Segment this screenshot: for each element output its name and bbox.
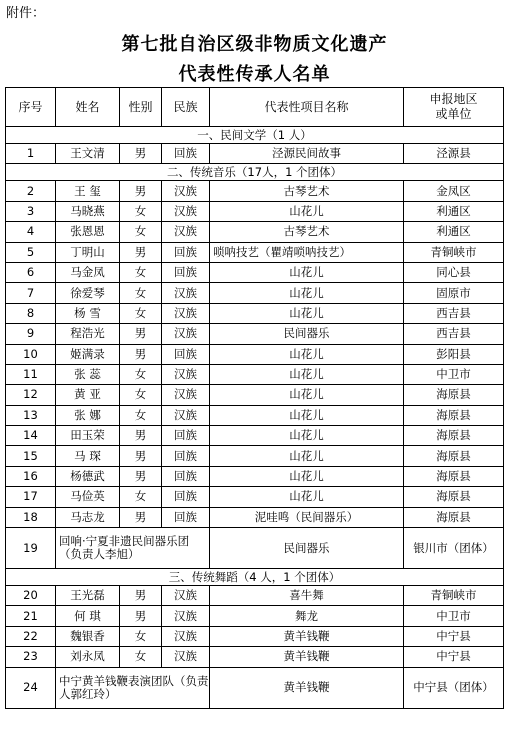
cell-gender: 女 bbox=[120, 222, 162, 242]
cell-name: 徐爱琴 bbox=[56, 283, 120, 303]
cell-project: 山花儿 bbox=[210, 487, 404, 507]
cell-gender: 女 bbox=[120, 364, 162, 384]
cell-gender: 男 bbox=[120, 324, 162, 344]
cell-region: 海原县 bbox=[404, 507, 504, 527]
cell-project: 泾源民间故事 bbox=[210, 144, 404, 164]
cell-project: 山花儿 bbox=[210, 405, 404, 425]
table-row bbox=[6, 487, 504, 507]
cell-region: 海原县 bbox=[404, 466, 504, 486]
cell-ethnicity: 汉族 bbox=[162, 201, 210, 221]
attachment-label: 附件： bbox=[6, 6, 46, 21]
cell-no: 19 bbox=[6, 528, 56, 569]
cell-no: 5 bbox=[6, 242, 56, 262]
cell-name: 王文清 bbox=[56, 144, 120, 164]
document-subtitle: 代表性传承人名单 bbox=[178, 64, 331, 85]
cell-project: 黄羊钱鞭 bbox=[210, 647, 404, 667]
table-row bbox=[6, 647, 504, 667]
section-title: 三、传统舞蹈（4 人，1 个团体） bbox=[6, 569, 504, 586]
cell-gender: 男 bbox=[120, 242, 162, 262]
cell-no: 1 bbox=[6, 144, 56, 164]
cell-gender: 男 bbox=[120, 586, 162, 606]
cell-gender: 女 bbox=[120, 626, 162, 646]
cell-project: 山花儿 bbox=[210, 283, 404, 303]
cell-no: 22 bbox=[6, 626, 56, 646]
cell-name: 黄 亚 bbox=[56, 385, 120, 405]
cell-ethnicity: 回族 bbox=[162, 242, 210, 262]
header-no: 序号 bbox=[6, 88, 56, 127]
table-row bbox=[6, 201, 504, 221]
cell-gender: 女 bbox=[120, 201, 162, 221]
cell-ethnicity: 汉族 bbox=[162, 283, 210, 303]
header-ethnicity: 民族 bbox=[162, 88, 210, 127]
section-row bbox=[6, 569, 504, 586]
cell-ethnicity: 汉族 bbox=[162, 324, 210, 344]
cell-ethnicity: 汉族 bbox=[162, 385, 210, 405]
cell-ethnicity: 回族 bbox=[162, 487, 210, 507]
cell-name: 何 琪 bbox=[56, 606, 120, 626]
cell-gender: 女 bbox=[120, 303, 162, 323]
table-row bbox=[6, 344, 504, 364]
cell-name: 丁明山 bbox=[56, 242, 120, 262]
section-row bbox=[6, 127, 504, 144]
header-gender: 性别 bbox=[120, 88, 162, 127]
cell-ethnicity: 回族 bbox=[162, 144, 210, 164]
cell-project: 山花儿 bbox=[210, 344, 404, 364]
table-row bbox=[6, 364, 504, 384]
table-row bbox=[6, 324, 504, 344]
cell-no: 11 bbox=[6, 364, 56, 384]
cell-project: 山花儿 bbox=[210, 426, 404, 446]
cell-region: 海原县 bbox=[404, 487, 504, 507]
cell-region: 青铜峡市 bbox=[404, 242, 504, 262]
cell-region: 海原县 bbox=[404, 405, 504, 425]
cell-name: 马 琛 bbox=[56, 446, 120, 466]
cell-project: 山花儿 bbox=[210, 466, 404, 486]
cell-name: 刘永凤 bbox=[56, 647, 120, 667]
cell-region: 中宁县 bbox=[404, 647, 504, 667]
cell-region: 同心县 bbox=[404, 262, 504, 282]
header-project: 代表性项目名称 bbox=[210, 88, 404, 127]
cell-ethnicity: 汉族 bbox=[162, 626, 210, 646]
cell-name: 回响·宁夏非遗民间器乐团（负责人李旭） bbox=[56, 528, 210, 569]
cell-region: 银川市（团体） bbox=[404, 528, 504, 569]
cell-project: 山花儿 bbox=[210, 385, 404, 405]
cell-gender: 女 bbox=[120, 283, 162, 303]
cell-ethnicity: 汉族 bbox=[162, 405, 210, 425]
cell-name: 中宁黄羊钱鞭表演团队（负责人郭红玲） bbox=[56, 667, 210, 708]
cell-no: 23 bbox=[6, 647, 56, 667]
cell-no: 9 bbox=[6, 324, 56, 344]
cell-ethnicity: 汉族 bbox=[162, 181, 210, 201]
cell-no: 12 bbox=[6, 385, 56, 405]
cell-gender: 女 bbox=[120, 385, 162, 405]
cell-ethnicity: 汉族 bbox=[162, 606, 210, 626]
cell-name: 魏银香 bbox=[56, 626, 120, 646]
cell-gender: 男 bbox=[120, 507, 162, 527]
cell-ethnicity: 回族 bbox=[162, 507, 210, 527]
cell-gender: 男 bbox=[120, 606, 162, 626]
cell-region: 中卫市 bbox=[404, 606, 504, 626]
cell-ethnicity: 汉族 bbox=[162, 303, 210, 323]
cell-region: 海原县 bbox=[404, 385, 504, 405]
table-row bbox=[6, 262, 504, 282]
section-row bbox=[6, 164, 504, 181]
cell-region: 青铜峡市 bbox=[404, 586, 504, 606]
cell-gender: 女 bbox=[120, 647, 162, 667]
cell-name: 王光磊 bbox=[56, 586, 120, 606]
table-row bbox=[6, 667, 504, 708]
table-row bbox=[6, 242, 504, 262]
cell-project: 山花儿 bbox=[210, 364, 404, 384]
table-row bbox=[6, 466, 504, 486]
cell-gender: 男 bbox=[120, 466, 162, 486]
cell-region: 利通区 bbox=[404, 222, 504, 242]
cell-region: 泾源县 bbox=[404, 144, 504, 164]
cell-gender: 男 bbox=[120, 344, 162, 364]
cell-project: 喜牛舞 bbox=[210, 586, 404, 606]
cell-no: 10 bbox=[6, 344, 56, 364]
cell-no: 14 bbox=[6, 426, 56, 446]
table-row bbox=[6, 426, 504, 446]
table-row bbox=[6, 144, 504, 164]
cell-ethnicity: 回族 bbox=[162, 466, 210, 486]
cell-no: 20 bbox=[6, 586, 56, 606]
cell-project: 唢呐技艺（瞿靖唢呐技艺） bbox=[210, 242, 404, 262]
cell-gender: 男 bbox=[120, 144, 162, 164]
cell-region: 彭阳县 bbox=[404, 344, 504, 364]
cell-no: 4 bbox=[6, 222, 56, 242]
cell-gender: 女 bbox=[120, 487, 162, 507]
cell-name: 马金凤 bbox=[56, 262, 120, 282]
table-row bbox=[6, 303, 504, 323]
cell-no: 13 bbox=[6, 405, 56, 425]
cell-name: 马晓燕 bbox=[56, 201, 120, 221]
table-row bbox=[6, 606, 504, 626]
cell-name: 姬满录 bbox=[56, 344, 120, 364]
header-region bbox=[404, 88, 504, 127]
cell-gender: 男 bbox=[120, 426, 162, 446]
cell-project: 黄羊钱鞭 bbox=[210, 626, 404, 646]
cell-no: 7 bbox=[6, 283, 56, 303]
cell-name: 程浩光 bbox=[56, 324, 120, 344]
cell-project: 山花儿 bbox=[210, 303, 404, 323]
cell-region: 西吉县 bbox=[404, 303, 504, 323]
cell-no: 8 bbox=[6, 303, 56, 323]
table-body bbox=[6, 127, 504, 709]
cell-project: 舞龙 bbox=[210, 606, 404, 626]
cell-region: 中宁县 bbox=[404, 626, 504, 646]
cell-no: 16 bbox=[6, 466, 56, 486]
cell-ethnicity: 汉族 bbox=[162, 222, 210, 242]
cell-region: 中宁县（团体） bbox=[404, 667, 504, 708]
inheritors-table bbox=[5, 87, 504, 709]
cell-project: 古琴艺术 bbox=[210, 222, 404, 242]
table-row bbox=[6, 446, 504, 466]
cell-project: 山花儿 bbox=[210, 446, 404, 466]
cell-name: 张 娜 bbox=[56, 405, 120, 425]
cell-region: 中卫市 bbox=[404, 364, 504, 384]
cell-ethnicity: 汉族 bbox=[162, 586, 210, 606]
cell-name: 张恩恩 bbox=[56, 222, 120, 242]
table-row bbox=[6, 283, 504, 303]
header-region-line2: 或单位 bbox=[435, 107, 472, 121]
cell-region: 金凤区 bbox=[404, 181, 504, 201]
cell-ethnicity: 回族 bbox=[162, 344, 210, 364]
cell-ethnicity: 回族 bbox=[162, 262, 210, 282]
cell-ethnicity: 汉族 bbox=[162, 364, 210, 384]
table-row bbox=[6, 528, 504, 569]
cell-name: 杨德武 bbox=[56, 466, 120, 486]
table-row bbox=[6, 222, 504, 242]
cell-no: 15 bbox=[6, 446, 56, 466]
cell-no: 18 bbox=[6, 507, 56, 527]
section-title: 一、民间文学（1 人） bbox=[6, 127, 504, 144]
table-row bbox=[6, 586, 504, 606]
table-header-row bbox=[6, 88, 504, 127]
cell-gender: 男 bbox=[120, 446, 162, 466]
table-row bbox=[6, 405, 504, 425]
table-row bbox=[6, 507, 504, 527]
section-title: 二、传统音乐（17人，1 个团体） bbox=[6, 164, 504, 181]
header-region-line1: 申报地区 bbox=[429, 92, 478, 106]
cell-ethnicity: 回族 bbox=[162, 446, 210, 466]
cell-no: 17 bbox=[6, 487, 56, 507]
cell-name: 马志龙 bbox=[56, 507, 120, 527]
cell-project: 民间器乐 bbox=[210, 324, 404, 344]
cell-no: 24 bbox=[6, 667, 56, 708]
cell-name: 杨 雪 bbox=[56, 303, 120, 323]
cell-project: 山花儿 bbox=[210, 262, 404, 282]
cell-no: 3 bbox=[6, 201, 56, 221]
cell-region: 固原市 bbox=[404, 283, 504, 303]
cell-ethnicity: 汉族 bbox=[162, 647, 210, 667]
cell-gender: 男 bbox=[120, 181, 162, 201]
cell-name: 田玉荣 bbox=[56, 426, 120, 446]
cell-project: 黄羊钱鞭 bbox=[210, 667, 404, 708]
table-row bbox=[6, 626, 504, 646]
table-row bbox=[6, 181, 504, 201]
cell-no: 21 bbox=[6, 606, 56, 626]
cell-ethnicity: 回族 bbox=[162, 426, 210, 446]
cell-name: 张 蕊 bbox=[56, 364, 120, 384]
cell-region: 海原县 bbox=[404, 446, 504, 466]
header-name: 姓名 bbox=[56, 88, 120, 127]
cell-no: 6 bbox=[6, 262, 56, 282]
cell-gender: 女 bbox=[120, 262, 162, 282]
cell-region: 海原县 bbox=[404, 426, 504, 446]
cell-name: 王 玺 bbox=[56, 181, 120, 201]
table-row bbox=[6, 385, 504, 405]
cell-gender: 女 bbox=[120, 405, 162, 425]
cell-no: 2 bbox=[6, 181, 56, 201]
cell-project: 民间器乐 bbox=[210, 528, 404, 569]
document-title: 第七批自治区级非物质文化遗产 bbox=[121, 34, 388, 55]
cell-region: 西吉县 bbox=[404, 324, 504, 344]
cell-project: 泥哇鸣（民间器乐） bbox=[210, 507, 404, 527]
cell-name: 马俭英 bbox=[56, 487, 120, 507]
cell-project: 山花儿 bbox=[210, 201, 404, 221]
cell-region: 利通区 bbox=[404, 201, 504, 221]
cell-project: 古琴艺术 bbox=[210, 181, 404, 201]
